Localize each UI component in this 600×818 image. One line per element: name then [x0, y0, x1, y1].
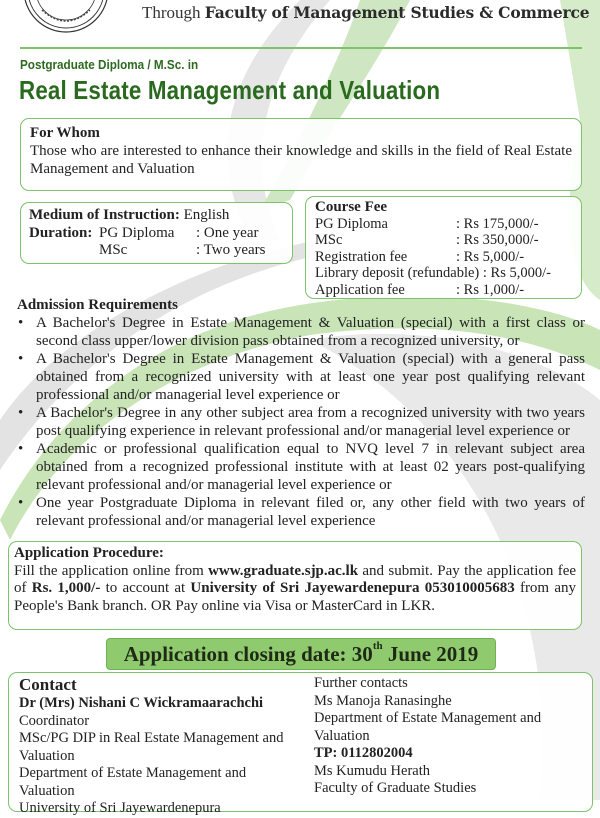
admission-list [15, 314, 585, 530]
list-item-text: A Bachelor's Degree in Estate Management & Valuation (special) with a general pass obtained from a recognized university with at least one year post qualifying relevant professional and/or managerial level experience or [36, 351, 585, 403]
fee-item: PG Diploma [315, 215, 388, 232]
fee-amount: : Rs 175,000/- [456, 215, 539, 232]
fee-amount: : Rs 5,000/- [456, 248, 525, 265]
duration-label: Duration: [29, 224, 93, 241]
contact-heading: Contact [19, 675, 77, 694]
list-item [15, 404, 585, 440]
bullet-icon: • [18, 315, 24, 331]
faculty-name: Faculty of Management Studies & Commerce [204, 3, 590, 22]
list-item [15, 314, 585, 350]
admission-requirements [15, 296, 585, 530]
closing-date-banner [106, 638, 496, 670]
procedure-text-part: from any People's Bank branch. OR Pay online via Visa or MasterCard in LKR. [14, 580, 576, 614]
further-contact-person-2: Ms Kumudu Herath [314, 762, 430, 779]
course-fee-heading: Course Fee [315, 199, 388, 215]
course-fee-box [305, 196, 582, 299]
fee-row [315, 249, 539, 266]
medium-value: English [183, 207, 230, 223]
university-logo [22, 0, 110, 38]
admission-heading: Admission Requirements [17, 297, 178, 313]
through-prefix: Through [142, 3, 201, 22]
for-whom-heading: For Whom [30, 125, 100, 141]
bullet-icon: • [18, 495, 24, 511]
closing-date-month-year: June 2019 [382, 642, 479, 666]
fee-item: Application fee [315, 281, 405, 298]
bullet-icon: • [18, 351, 24, 367]
list-item-text: One year Postgraduate Diploma in relevant filed or, any other field with two years of relevant professional and/or managerial level experience [36, 495, 585, 529]
bullet-icon: • [18, 441, 24, 457]
medium-of-instruction [29, 207, 284, 225]
fee-row [315, 216, 539, 233]
header-divider [20, 47, 582, 49]
list-item [15, 494, 585, 530]
contact-department: Department of Estate Management and Valuation [19, 765, 247, 799]
list-item-text: A Bachelor's Degree in any other subject area from a recognized university with two years post qualifying experience in relevant professional and/or managerial level experience or [36, 405, 585, 439]
bank-account: University of Sri Jayewardenepura 053010005683 [190, 580, 515, 596]
procedure-text-part: and submit. Pay the application fee of [14, 562, 577, 596]
fee-amount: : Rs 1,000/- [456, 281, 525, 298]
fee-item: Registration fee [315, 248, 408, 265]
further-contacts-heading: Further contacts [314, 675, 408, 691]
further-contacts [314, 675, 589, 798]
contact-box [8, 672, 593, 816]
fee-item: MSc [315, 232, 343, 248]
list-item [15, 350, 585, 404]
duration-value: : One year [196, 224, 259, 241]
medium-label: Medium of Instruction: [29, 207, 180, 223]
contact-program: MSc/PG DIP in Real Estate Management and Valuation [19, 730, 284, 764]
duration-table [29, 225, 266, 260]
list-item-text: Academic or professional qualification equal to NVQ level 7 in relevant subject area obtained from a recognized professional institute with at least 02 years post-qualifying relevant professional and/or managerial level experience or [36, 441, 585, 493]
fee-row [315, 265, 572, 282]
further-contact-person-1: Ms Manoja Ranasinghe [314, 692, 452, 709]
procedure-text [14, 563, 576, 616]
fee-table [315, 216, 539, 266]
contact-name: Dr (Mrs) Nishani C Wickramaarachchi [19, 695, 264, 711]
faculty-line [142, 3, 589, 23]
further-contact-dept-1: Department of Estate Management and Valuation [314, 710, 542, 744]
fee-item: Library deposit (refundable) [315, 265, 480, 281]
phone-number: TP: 0112802004 [314, 745, 413, 761]
for-whom-box [20, 118, 582, 191]
for-whom-text: Those who are interested to enhance their knowledge and skills in the field of Real Estate Management and Valuation [30, 143, 572, 177]
medium-duration-box [20, 202, 293, 264]
program-subtitle: Postgraduate Diploma / M.Sc. in [20, 57, 199, 72]
further-contact-dept-2: Faculty of Graduate Studies [314, 780, 477, 796]
closing-date-suffix-sup: th [372, 640, 383, 652]
procedure-text-part: to account at [100, 580, 191, 596]
fee-amount: : Rs 5,000/- [479, 265, 551, 281]
fee-row [315, 232, 539, 249]
contact-primary [19, 675, 304, 818]
procedure-text-part: Fill the application online from [14, 562, 209, 579]
application-fee-amount: Rs. 1,000/- [31, 580, 101, 596]
application-url-link[interactable]: www.graduate.sjp.ac.lk [208, 562, 359, 579]
duration-value: : Two years [196, 242, 266, 258]
page-title: Real Estate Management and Valuation [19, 75, 441, 105]
list-item-text: A Bachelor's Degree in Estate Management & Valuation (special) with a first class or second class upper/lower division pass obtained from a recognized university, or [36, 315, 585, 349]
contact-role: Coordinator [19, 712, 90, 729]
bullet-icon: • [18, 405, 24, 421]
duration-program: PG Diploma [99, 224, 175, 241]
fee-amount: : Rs 350,000/- [456, 232, 539, 248]
closing-date-prefix: Application closing date: 30 [123, 642, 373, 666]
duration-row [29, 242, 266, 260]
procedure-heading: Application Procedure: [14, 545, 164, 561]
duration-row [29, 225, 266, 243]
list-item [15, 440, 585, 494]
duration-program: MSc [99, 242, 128, 258]
contact-university: University of Sri Jayewardenepura [19, 800, 221, 816]
application-procedure-box [8, 541, 582, 630]
